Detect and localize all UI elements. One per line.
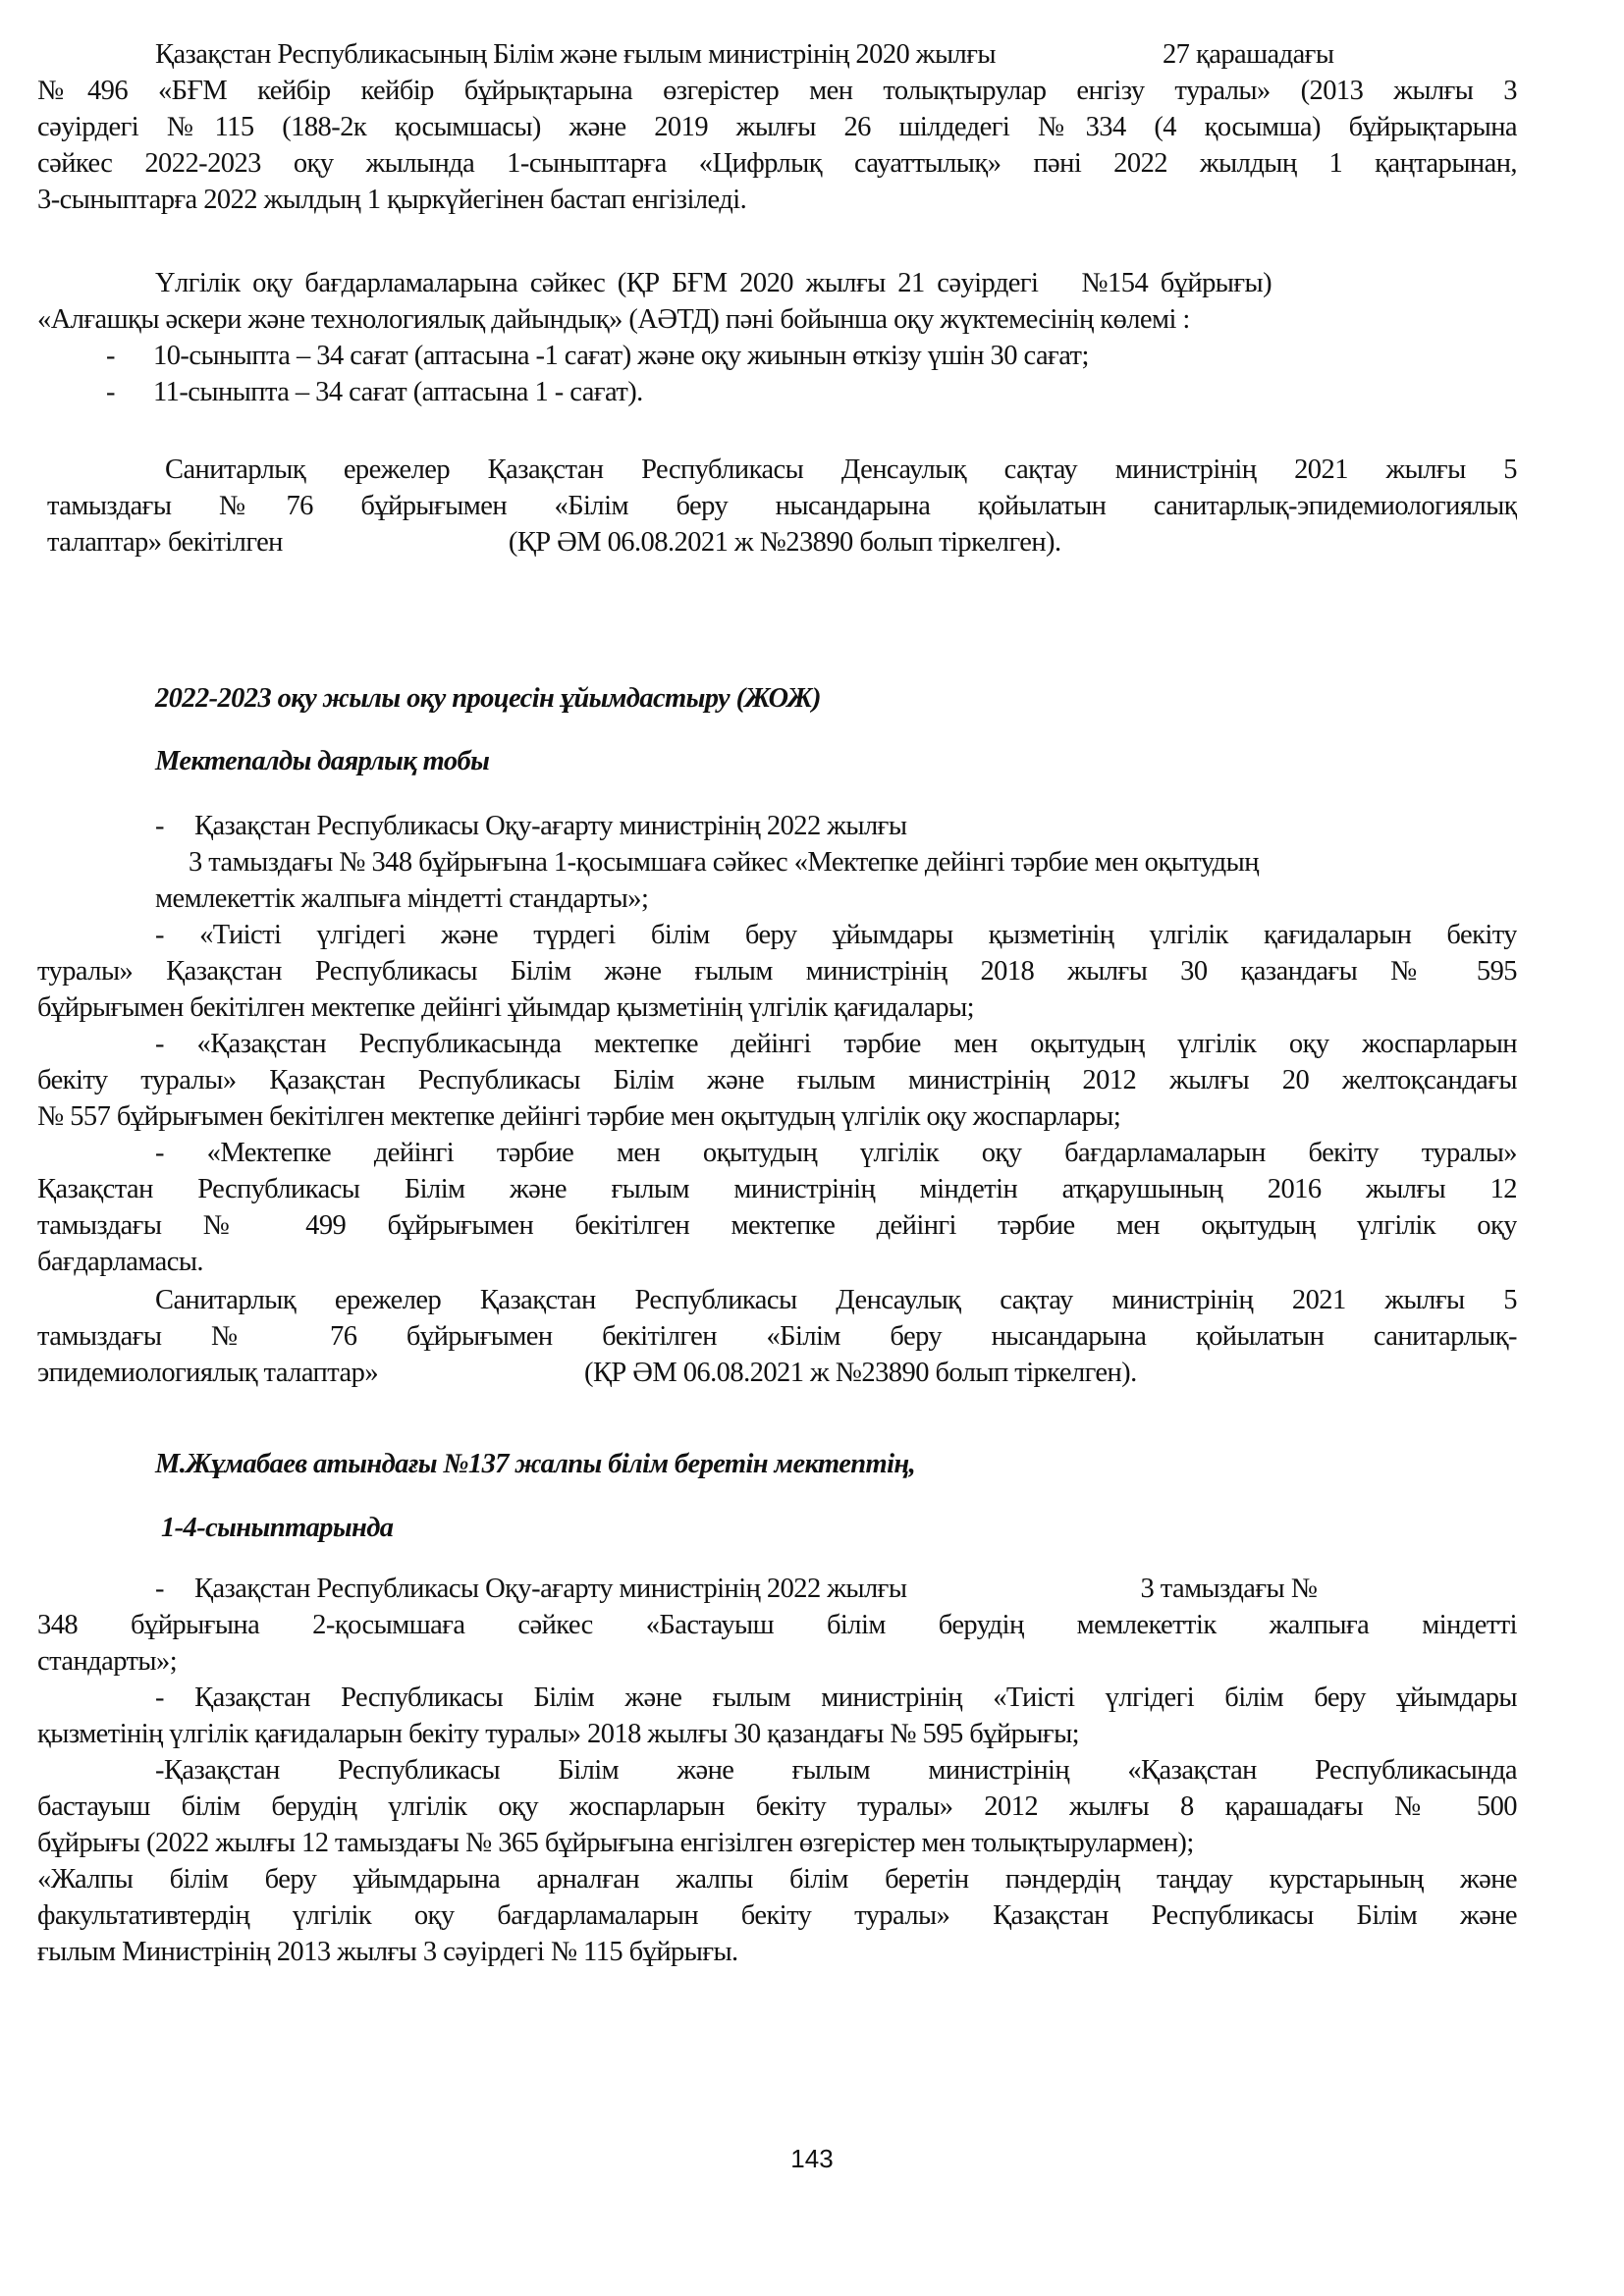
text: Қазақстан Республикасы Оқу-ағарту министрінің 2022 жылғы (194, 811, 907, 841)
bullet-marker: - (155, 1682, 164, 1713)
text: 10-сыныпта – 34 сағат (аптасына -1 сағат) және оқу жиынын өткізу үшін 30 сағат; (153, 341, 1089, 371)
paragraph-line: тамыздағы №76 бұйрығымен «Білім беру нысандарына қойылатын санитарлық-эпидемиологиялық (47, 491, 1517, 521)
paragraph-line: «Жалпы білім беру ұйымдарына арналған жалпы білім беретін пәндердің таңдау курстарының және (37, 1864, 1517, 1895)
paragraph-line: бекіту туралы» Қазақстан Республикасы Білім және ғылым министрінің 2012 жылғы 20 желтоқсандағы (37, 1065, 1517, 1095)
paragraph-line: сәуірдегі №115 (188-2к қосымшасы) және 2019 жылғы 26 шілдедегі №334 (4 қосымша) бұйрықтарына (37, 112, 1517, 142)
paragraph-line: Санитарлық ережелер Қазақстан Республикасы Денсаулық сақтау министрінің 2021 жылғы 5 (155, 1285, 1517, 1315)
text: Қазақстан Республикасы Білім және ғылым министрінің «Қазақстан Республикасында (163, 1755, 1517, 1786)
text: Қазақстан Республикасының Білім және ғылым министрінің 2020 жылғы (155, 39, 996, 70)
paragraph-line: бұйрығы (2022 жылғы 12 тамыздағы № 365 бұйрығына енгізілген өзгерістер мен толықтырулармен); (37, 1828, 1194, 1858)
bullet-marker: - (155, 811, 164, 841)
bullet-marker: - (106, 341, 115, 371)
section-subheading: Мектепалды даярлық тобы (155, 746, 490, 776)
text: «Қазақстан Республикасында мектепке дейінгі тәрбие мен оқытудың үлгілік оқу жоспарларын (196, 1029, 1517, 1059)
bullet-marker: - (155, 920, 164, 950)
text: Қазақстан Республикасы Білім және ғылым министрінің «Тиісті үлгідегі білім беру ұйымдары (194, 1682, 1517, 1713)
text: 27 қарашадағы (1162, 39, 1334, 70)
bullet-marker: - (106, 377, 115, 407)
text: эпидемиологиялық талаптар» (37, 1358, 379, 1388)
section-heading: М.Жұмабаев атындағы №137 жалпы білім беретін мектептің, (155, 1449, 916, 1479)
paragraph-line: туралы» Қазақстан Республикасы Білім және ғылым министрінің 2018 жылғы 30 қазандағы № 595 (37, 956, 1517, 987)
list-item (155, 1752, 1517, 1789)
paragraph-line: бастауыш білім берудің үлгілік оқу жоспарларын бекіту туралы» 2012 жылғы 8 қарашадағы № 500 (37, 1791, 1517, 1822)
bullet-marker: - (155, 1029, 164, 1059)
list-item (155, 1680, 1517, 1716)
paragraph-line: бағдарламасы. (37, 1247, 203, 1277)
paragraph-line: 3-сыныптарға 2022 жылдың 1 қыркүйегінен бастап енгізіледі. (37, 185, 747, 215)
paragraph-line: сәйкес 2022-2023 оқу жылында 1-сыныптарға «Цифрлық сауаттылық» пәні 2022 жылдың 1 қаңтарынан, (37, 148, 1517, 179)
paragraph-line: №496 «БҒМ кейбір кейбір бұйрықтарына өзгерістер мен толықтырулар енгізу туралы» (2013 жылғы 3 (37, 76, 1517, 106)
bullet-marker: - (155, 1755, 164, 1786)
text: (ҚР ӘМ 06.08.2021 ж №23890 болып тіркелген). (584, 1358, 1137, 1388)
text: талаптар» бекітілген (47, 527, 283, 558)
paragraph-line: Қазақстан Республикасы Білім және ғылым министрінің міндетін атқарушының 2016 жылғы 12 (37, 1174, 1517, 1204)
paragraph-line: ғылым Министрінің 2013 жылғы 3 сәуірдегі № 115 бұйрығы. (37, 1937, 738, 1967)
text: Қазақстан Республикасы Оқу-ағарту министрінің 2022 жылғы (194, 1574, 907, 1604)
list-item (155, 1135, 1517, 1171)
list-item (155, 1571, 1624, 1607)
bullet-item (106, 374, 1586, 410)
paragraph-line: «Алғашқы әскери және технологиялық дайындық» (АӘТД) пәні бойынша оқу жүктемесінің көлемі : (37, 304, 1190, 335)
paragraph-line: тамыздағы № 499 бұйрығымен бекітілген мектепке дейінгі тәрбие мен оқытудың үлгілік оқу (37, 1210, 1517, 1241)
paragraph-line: стандарты»; (37, 1646, 178, 1677)
bullet-item (106, 338, 1586, 374)
paragraph-line: Санитарлық ережелер Қазақстан Республикасы Денсаулық сақтау министрінің 2021 жылғы 5 (165, 454, 1517, 485)
text: (ҚР ӘМ 06.08.2021 ж №23890 болып тіркелген). (508, 527, 1061, 558)
text: «Мектепке дейінгі тәрбие мен оқытудың үлгілік оқу бағдарламаларын бекіту туралы» (206, 1138, 1517, 1168)
paragraph-line: бұйрығымен бекітілген мектепке дейінгі ұйымдар қызметінің үлгілік қағидалары; (37, 992, 975, 1023)
section-subheading: 1-4-сыныптарында (161, 1513, 394, 1543)
paragraph-line (37, 265, 1517, 301)
section-heading: 2022-2023 оқу жылы оқу процесін ұйымдастыру (ЖОЖ) (155, 683, 821, 714)
paragraph-line: 348 бұйрығына 2-қосымшаға сәйкес «Бастауыш білім берудің мемлекеттік жалпыға міндетті (37, 1610, 1517, 1640)
paragraph-line (37, 1355, 1517, 1391)
text: Үлгілік оқу бағдарламаларына сәйкес (ҚР БҒМ 2020 жылғы 21 сәуірдегі (155, 268, 1039, 298)
page-number: 143 (790, 2144, 834, 2173)
bullet-marker: - (155, 1138, 164, 1168)
paragraph-line: мемлекеттік жалпыға міндетті стандарты»; (155, 883, 649, 914)
text: 11-сыныпта – 34 сағат (аптасына 1 - сағат). (153, 377, 643, 407)
paragraph-line: № 557 бұйрығымен бекітілген мектепке дейінгі тәрбие мен оқытудың үлгілік оқу жоспарлары; (37, 1101, 1121, 1132)
paragraph-line (37, 36, 1517, 73)
list-item (155, 917, 1517, 953)
paragraph-line: 3 тамыздағы № 348 бұйрығына 1-қосымшаға сәйкес «Мектепке дейінгі тәрбие мен оқытудың (189, 847, 1259, 878)
paragraph-line: қызметінің үлгілік қағидаларын бекіту туралы» 2018 жылғы 30 қазандағы № 595 бұйрығы; (37, 1719, 1080, 1749)
list-item (155, 1026, 1517, 1062)
text: 3 тамыздағы № (1140, 1574, 1318, 1604)
text: №154 бұйрығы) (1081, 268, 1272, 298)
paragraph-line: факультативтердің үлгілік оқу бағдарламаларын бекіту туралы» Қазақстан Республикасы Білім және (37, 1900, 1517, 1931)
list-item (155, 808, 1624, 844)
paragraph-line: тамыздағы № 76 бұйрығымен бекітілген «Білім беру нысандарына қойылатын санитарлық- (37, 1321, 1517, 1352)
paragraph-line (47, 524, 1527, 561)
text: «Тиісті үлгідегі және түрдегі білім беру ұйымдары қызметінің үлгілік қағидаларын бекіту (199, 920, 1517, 950)
bullet-marker: - (155, 1574, 164, 1604)
